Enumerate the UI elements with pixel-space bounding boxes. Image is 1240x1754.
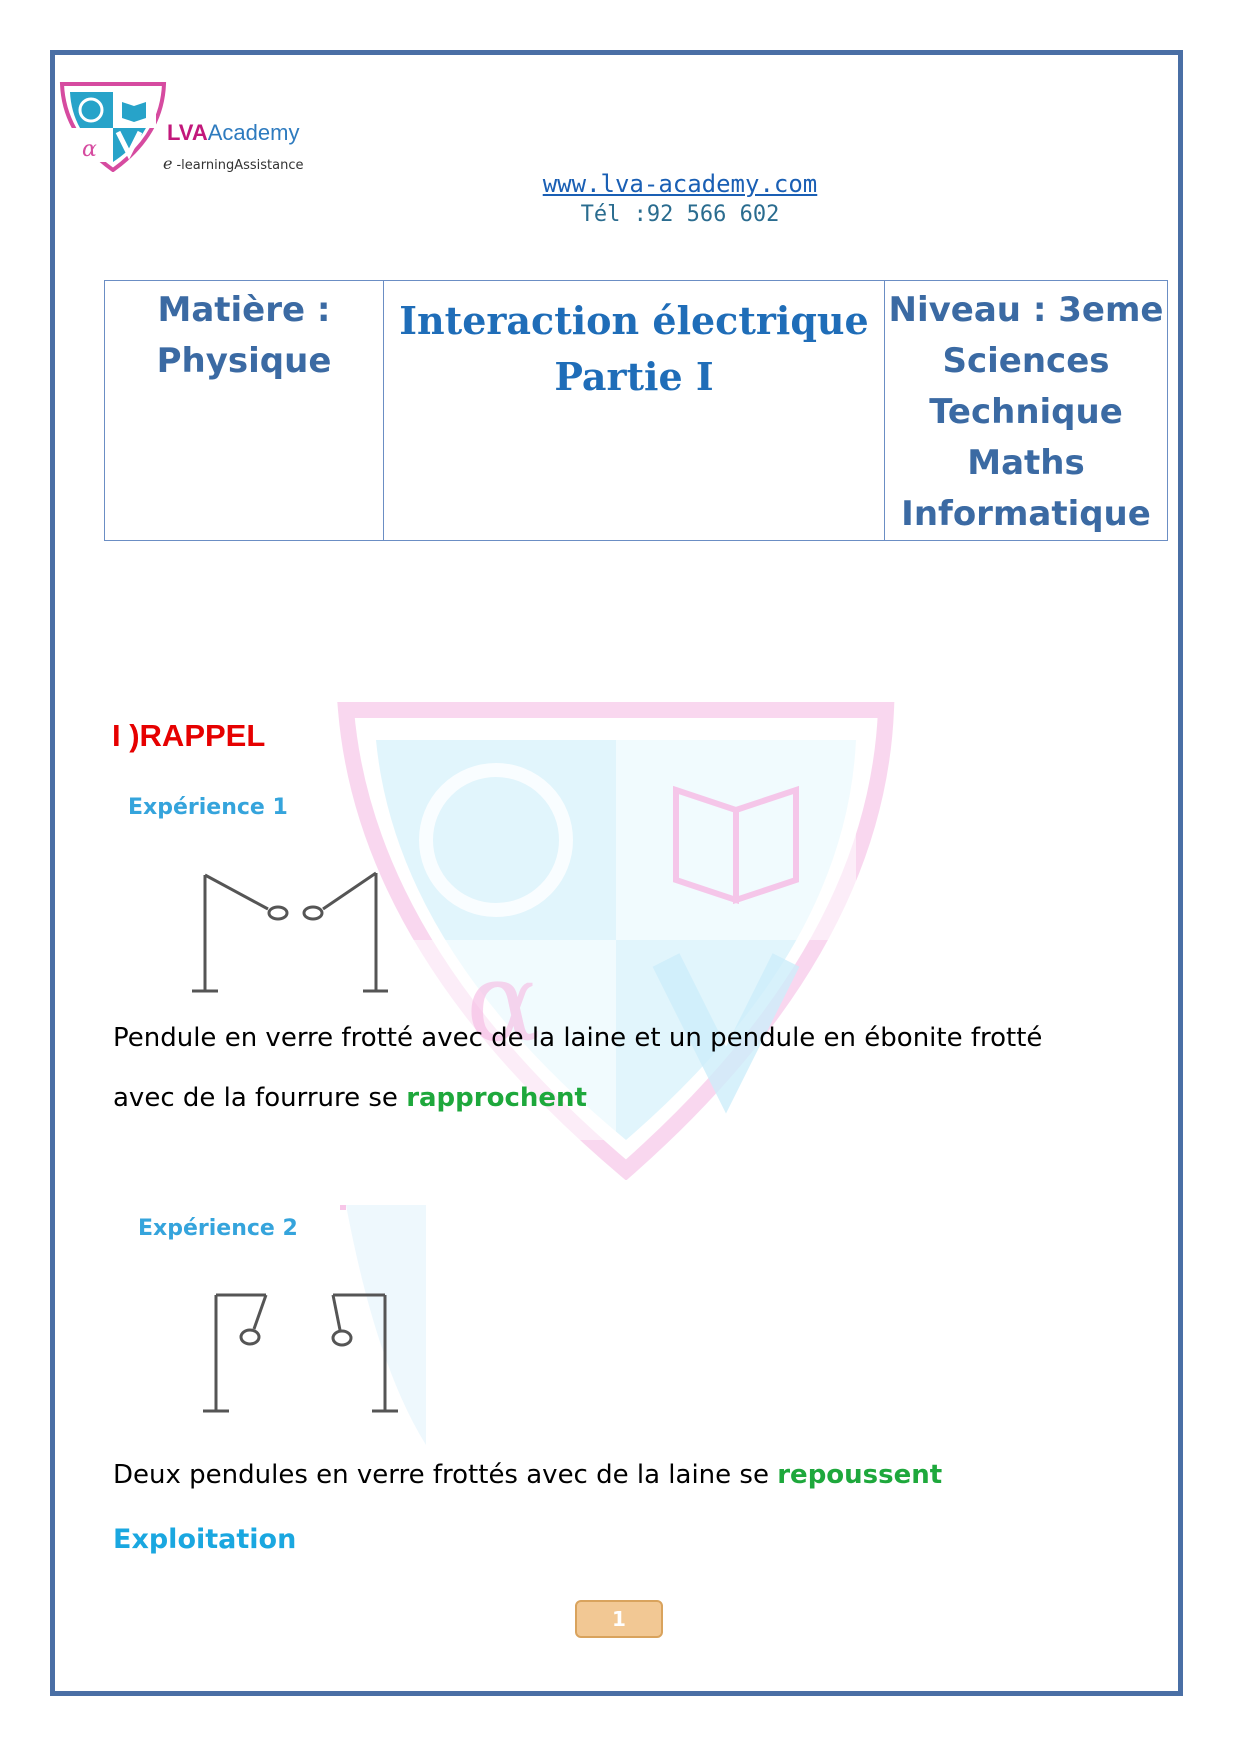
level-line: Niveau : 3eme <box>888 290 1164 330</box>
lesson-part: Partie I <box>554 354 714 399</box>
svg-text:α: α <box>466 938 541 1066</box>
phone-number: Tél :92 566 602 <box>580 202 780 227</box>
level-line: Maths <box>967 443 1085 483</box>
experience-1-result: rapprochent <box>406 1083 587 1113</box>
subject-label: Matière : <box>157 290 331 330</box>
subject-value: Physique <box>156 341 332 381</box>
title-cell <box>384 281 885 541</box>
brand-prefix: LVA <box>167 120 208 145</box>
brand-name <box>167 120 299 146</box>
level-cell <box>885 281 1168 541</box>
level-line: Sciences <box>942 341 1110 381</box>
lesson-title: Interaction électrique <box>399 298 869 343</box>
lva-academy-logo <box>58 80 168 172</box>
exploitation-heading: Exploitation <box>113 1524 297 1555</box>
level-line: Informatique <box>901 494 1151 534</box>
pendulums-repel-diagram <box>200 1285 405 1420</box>
tagline-text: -learningAssistance <box>176 158 304 173</box>
svg-text:α: α <box>82 137 97 162</box>
brand-suffix: Academy <box>207 120 300 145</box>
experience-1-label: Expérience 1 <box>128 795 288 820</box>
course-info-table <box>104 280 1168 541</box>
experience-2-label: Expérience 2 <box>138 1216 298 1241</box>
website-link[interactable]: www.lva-academy.com <box>542 170 818 198</box>
experience-1-text-line-2 <box>113 1083 587 1113</box>
section-heading-rappel: I )RAPPEL <box>112 718 266 753</box>
level-line: Technique <box>929 392 1123 432</box>
experience-2-result: repoussent <box>777 1460 943 1490</box>
experience-2-text-prefix: Deux pendules en verre frottés avec de la laine se <box>113 1460 778 1490</box>
subject-cell <box>105 281 384 541</box>
pendulums-attract-diagram <box>188 865 388 1000</box>
experience-1-text-prefix: avec de la fourrure se <box>113 1083 407 1113</box>
tagline-e: e <box>163 154 173 173</box>
page-number-badge: 1 <box>575 1600 663 1638</box>
experience-1-text-line-1: Pendule en verre frotté avec de la laine et un pendule en ébonite frotté <box>113 1023 1043 1053</box>
experience-2-text <box>113 1460 942 1490</box>
